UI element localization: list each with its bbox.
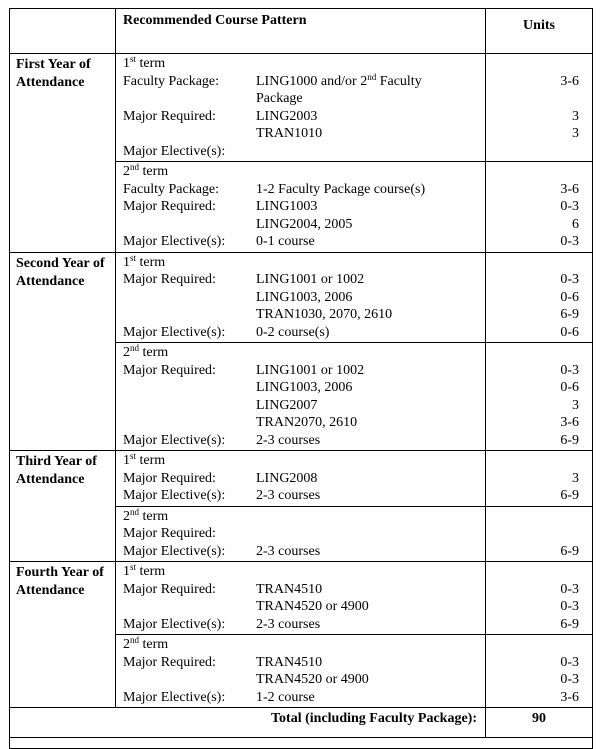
term-heading <box>123 344 485 362</box>
course-code: 0-1 course <box>256 234 315 249</box>
course-line <box>123 90 485 108</box>
course-continuation: Faculty <box>376 73 422 89</box>
units-value: 6 <box>572 216 579 232</box>
units-cell <box>486 506 593 562</box>
course-text <box>256 581 322 599</box>
units-value: 3 <box>572 126 579 141</box>
units-value: 0-3 <box>560 362 579 378</box>
course-code: 1-2 Faculty Package course(s) <box>256 181 426 197</box>
units-value <box>486 525 592 543</box>
category-label: Major Elective(s): <box>123 543 226 559</box>
category-label: Major Elective(s): <box>123 616 226 632</box>
term-ordinal: nd <box>130 506 139 517</box>
term-heading <box>123 163 485 181</box>
course-line <box>123 616 485 634</box>
course-line <box>123 525 485 543</box>
total-value: 90 <box>486 708 593 738</box>
course-line <box>123 689 485 707</box>
term-number: 1 <box>123 453 130 468</box>
units-value: 0-6 <box>560 289 579 305</box>
term-number: 2 <box>123 164 130 179</box>
course-text <box>256 125 322 143</box>
course-code: TRAN1030, 2070, 2610 <box>256 307 393 322</box>
category-label: Major Elective(s): <box>123 689 226 705</box>
year-label: Fourth Year of Attendance <box>10 562 116 708</box>
term-suffix: term <box>139 508 169 524</box>
units-cell <box>486 162 593 253</box>
course-line <box>123 324 485 342</box>
course-text <box>256 198 317 216</box>
units-value: 6-9 <box>560 543 579 559</box>
year-label: Third Year of Attendance <box>10 451 116 562</box>
course-text <box>256 432 320 450</box>
term-cell <box>116 635 486 708</box>
term-ordinal: nd <box>130 162 139 172</box>
course-text <box>256 289 352 307</box>
course-line <box>123 397 485 415</box>
term-number: 1 <box>123 254 130 270</box>
course-text <box>256 671 369 689</box>
course-line <box>123 487 485 505</box>
course-text <box>256 470 317 488</box>
course-line <box>123 233 485 251</box>
term-suffix: term <box>139 637 169 652</box>
course-text <box>256 108 317 126</box>
units-value: 0-3 <box>560 581 579 597</box>
units-cell <box>486 252 593 343</box>
total-row <box>10 708 593 738</box>
category-label: Major Elective(s): <box>123 234 226 249</box>
course-code: LING2004, 2005 <box>256 216 353 232</box>
category-label: Major Elective(s): <box>123 324 226 340</box>
category-label: Major Required: <box>123 470 216 486</box>
units-value: 3 <box>572 108 579 124</box>
course-text <box>256 379 352 397</box>
term-number: 1 <box>123 56 130 71</box>
term-ordinal: nd <box>130 343 139 353</box>
units-value: 3-6 <box>560 181 579 197</box>
course-code: 1-2 course <box>256 689 315 705</box>
category-label: Major Required: <box>123 199 216 214</box>
category-label: Major Required: <box>123 526 216 541</box>
footer-gap-row <box>10 738 593 749</box>
course-line <box>123 362 485 380</box>
course-text <box>256 654 322 672</box>
course-code: 2-3 courses <box>256 543 321 559</box>
units-value: 6-9 <box>560 307 579 322</box>
course-line <box>123 379 485 397</box>
units-value: 0-3 <box>560 199 579 214</box>
term-suffix: term <box>139 345 169 360</box>
course-line <box>123 198 485 216</box>
course-line <box>123 543 485 561</box>
course-code: LING1001 or 1002 <box>256 362 365 378</box>
course-code: TRAN4520 or 4900 <box>256 672 369 687</box>
term-number: 2 <box>123 637 130 652</box>
units-value <box>486 143 592 161</box>
course-text <box>256 397 317 415</box>
term-number: 1 <box>123 564 130 579</box>
units-value: 0-3 <box>560 599 579 614</box>
units-cell <box>486 54 593 162</box>
units-value: 0-6 <box>560 324 579 340</box>
units-value: 0-3 <box>560 272 579 287</box>
course-code: LING2003 <box>256 108 318 124</box>
term-suffix: term <box>136 453 166 468</box>
term-ordinal: nd <box>130 635 139 645</box>
course-line <box>123 143 485 161</box>
category-label: Major Required: <box>123 581 216 597</box>
course-pattern-table <box>9 8 593 749</box>
term-suffix: term <box>136 564 166 579</box>
course-line <box>123 289 485 307</box>
course-line <box>123 598 485 616</box>
units-value: 3-6 <box>560 415 579 430</box>
course-text <box>256 73 422 91</box>
header-empty-cell <box>10 9 116 54</box>
course-line <box>123 414 485 432</box>
term-suffix: term <box>139 164 169 179</box>
units-value: 3 <box>572 470 579 486</box>
course-code: 2-3 courses <box>256 488 321 503</box>
units-cell <box>486 562 593 635</box>
units-value: 3-6 <box>560 689 579 705</box>
year-label: First Year of Attendance <box>10 54 116 253</box>
term-ordinal: st <box>130 54 137 64</box>
term-ordinal: st <box>130 252 137 263</box>
course-text <box>256 414 357 432</box>
total-label: Total (including Faculty Package): <box>10 708 486 738</box>
course-code: LING1003, 2006 <box>256 380 353 395</box>
course-code: LING1001 or 1002 <box>256 272 365 287</box>
term-cell <box>116 451 486 507</box>
course-code: LING2008 <box>256 470 318 486</box>
term-cell <box>116 506 486 562</box>
course-text <box>256 362 364 380</box>
term-heading <box>123 636 485 654</box>
category-label: Major Elective(s): <box>123 432 226 448</box>
category-label: Faculty Package: <box>123 73 220 89</box>
course-text <box>256 181 425 199</box>
term-row <box>10 54 593 162</box>
term-number: 2 <box>123 508 130 524</box>
term-heading <box>123 254 485 272</box>
course-text <box>256 598 369 616</box>
footer-gap-cell <box>10 738 593 749</box>
course-code: TRAN4510 <box>256 654 323 670</box>
units-cell <box>486 451 593 507</box>
course-text <box>256 233 315 251</box>
term-ordinal: st <box>130 562 137 572</box>
course-text <box>256 306 392 324</box>
course-ordinal: nd <box>367 71 377 82</box>
category-label: Faculty Package: <box>123 181 220 197</box>
units-cell <box>486 635 593 708</box>
course-text <box>256 216 352 234</box>
category-label: Major Required: <box>123 108 216 124</box>
header-units: Units <box>486 9 593 54</box>
category-label: Major Required: <box>123 362 216 378</box>
units-value: 0-3 <box>560 234 579 249</box>
term-cell <box>116 162 486 253</box>
course-code: LING1000 and/or 2 <box>256 73 368 89</box>
term-suffix: term <box>136 254 166 270</box>
units-value: 3-6 <box>560 73 579 89</box>
course-text <box>256 616 320 634</box>
units-value: 0-3 <box>560 654 579 670</box>
course-code: TRAN4510 <box>256 581 323 597</box>
course-line <box>123 470 485 488</box>
term-cell <box>116 54 486 162</box>
course-text <box>256 324 329 342</box>
units-value: 6-9 <box>560 488 579 503</box>
units-value: 0-3 <box>560 672 579 687</box>
term-suffix: term <box>136 56 166 71</box>
course-line <box>123 216 485 234</box>
category-label: Major Elective(s): <box>123 488 226 503</box>
units-value <box>486 90 592 108</box>
term-heading <box>123 55 485 73</box>
course-line <box>123 306 485 324</box>
course-code: Package <box>256 91 303 106</box>
course-line <box>123 271 485 289</box>
course-text <box>256 543 320 561</box>
course-text <box>256 90 303 108</box>
course-line <box>123 581 485 599</box>
term-cell <box>116 343 486 451</box>
course-line <box>123 108 485 126</box>
term-number: 2 <box>123 345 130 360</box>
course-code: TRAN2070, 2610 <box>256 415 358 430</box>
term-heading <box>123 508 485 526</box>
units-value: 0-6 <box>560 380 579 395</box>
term-row <box>10 451 593 507</box>
course-line <box>123 73 485 91</box>
term-ordinal: st <box>130 451 137 461</box>
course-text <box>256 271 364 289</box>
category-label: Major Elective(s): <box>123 143 226 159</box>
course-line <box>123 432 485 450</box>
units-cell <box>486 343 593 451</box>
term-row <box>10 562 593 635</box>
course-line <box>123 181 485 199</box>
course-code: LING2007 <box>256 397 318 413</box>
course-text <box>256 689 315 707</box>
header-pattern: Recommended Course Pattern <box>116 9 486 54</box>
course-code: 0-2 course(s) <box>256 324 330 340</box>
course-code: LING1003 <box>256 199 318 214</box>
course-line <box>123 671 485 689</box>
course-code: 2-3 courses <box>256 432 321 448</box>
course-line <box>123 125 485 143</box>
course-code: TRAN1010 <box>256 126 323 141</box>
term-heading <box>123 563 485 581</box>
course-text <box>256 487 320 505</box>
year-label: Second Year of Attendance <box>10 252 116 451</box>
course-code: 2-3 courses <box>256 616 321 632</box>
term-cell <box>116 252 486 343</box>
term-heading <box>123 452 485 470</box>
course-code: TRAN4520 or 4900 <box>256 599 369 614</box>
header-row <box>10 9 593 54</box>
category-label: Major Required: <box>123 654 216 670</box>
course-line <box>123 654 485 672</box>
units-value: 3 <box>572 397 579 413</box>
units-value: 6-9 <box>560 432 579 448</box>
units-value: 6-9 <box>560 616 579 632</box>
term-cell <box>116 562 486 635</box>
term-row <box>10 252 593 343</box>
category-label: Major Required: <box>123 272 216 287</box>
course-code: LING1003, 2006 <box>256 289 353 305</box>
